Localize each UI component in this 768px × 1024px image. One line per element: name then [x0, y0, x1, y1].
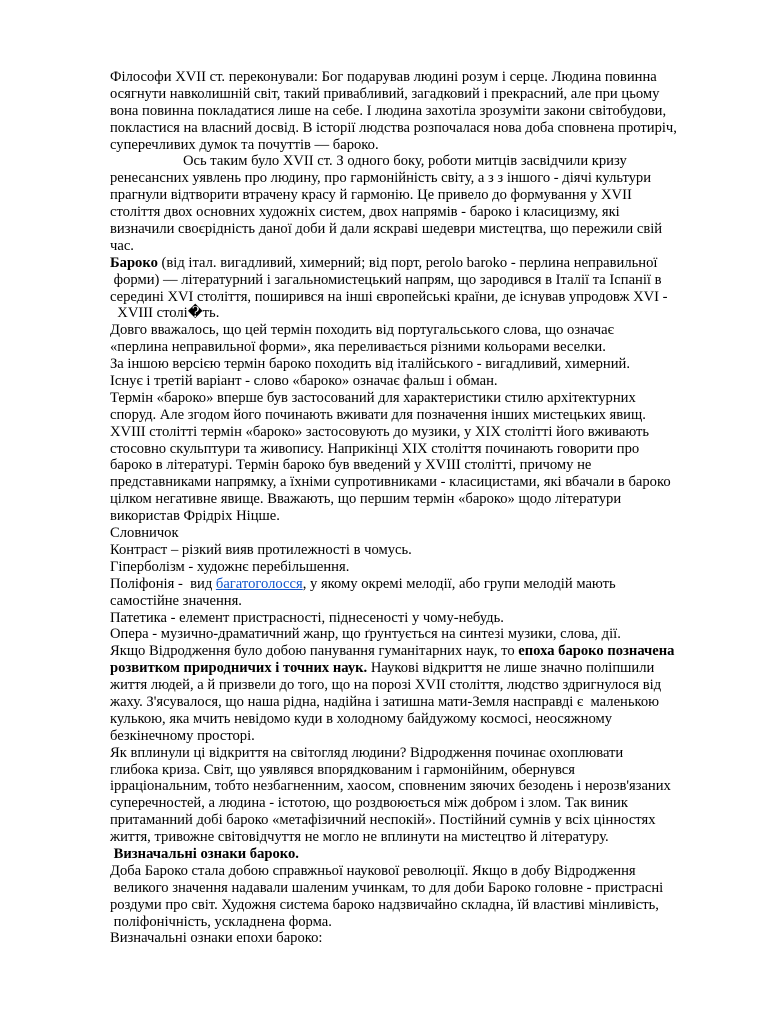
text-run: Словничок: [110, 525, 179, 542]
text-run: кулькою, яка мчить невідомо куди в холодному байдужому космосі, неосяжному: [110, 710, 613, 727]
text-line: [110, 508, 720, 525]
text-run: Поліфонія - вид: [110, 575, 216, 592]
text-run: форми) — літературний і загальномистецький напрям, що зародився в Італії та Іспанії в: [110, 271, 662, 288]
text-run: безкінечному просторі.: [110, 727, 255, 744]
text-line: [110, 795, 720, 812]
text-run: XVIII столі�ть.: [110, 305, 220, 322]
text-run: Існує і третій варіант - слово «бароко» означає фальш і обман.: [110, 373, 498, 390]
text-run: Доба Бароко стала добою справжньої наукової революції. Якщо в добу Відродження: [110, 862, 636, 879]
text-run: прагнули відтворити втрачену красу й гармонію. Це привело до формування у XVII: [110, 187, 632, 204]
hyperlink[interactable]: багатоголосся: [215, 575, 303, 592]
text-run: За іншою версією термін бароко походить від італійського - вигадливий, химерний.: [110, 356, 630, 373]
text-line: [110, 339, 720, 356]
text-run: самостійне значення.: [110, 592, 242, 609]
text-line: [110, 120, 720, 137]
text-run: стосовно скульптури та живопису. Наприкінці XIX століття починають говорити про: [110, 440, 640, 457]
text-run: «перлина неправильної форми», яка переливається різними кольорами веселки.: [110, 339, 606, 356]
text-run: Наукові відкриття не лише значно поліпшили: [367, 660, 655, 677]
document-body: [110, 69, 720, 947]
text-run: , у якому окремі мелодії, або групи мелодій мають: [302, 575, 616, 592]
text-line: [110, 542, 720, 559]
text-line: [110, 86, 720, 103]
bold-text: Бароко: [110, 254, 158, 271]
bold-text: розвитком природничих і точних наук.: [110, 660, 368, 677]
text-run: суперечностей, а людина - істотою, що роздвоюється між добром і злом. Так виник: [110, 795, 628, 812]
text-run: Патетика - елемент пристрасності, піднесеності у чому-небудь.: [110, 609, 504, 626]
text-line: [110, 407, 720, 424]
text-line: [110, 238, 720, 255]
text-run: використав Фрідріх Ніцше.: [110, 508, 280, 525]
text-run: суперечливих думок та почуттів — бароко.: [110, 136, 379, 153]
text-line: [110, 255, 720, 272]
text-line: [110, 610, 720, 627]
text-line: [110, 272, 720, 289]
text-run: споруд. Але згодом його починають вживати для позначення інших мистецьких явищ.: [110, 406, 646, 423]
text-line: [110, 390, 720, 407]
text-line: [110, 441, 720, 458]
text-line: [110, 930, 720, 947]
text-line: [110, 356, 720, 373]
text-run: Ось таким було XVII ст. З одного боку, роботи митців засвідчили кризу: [110, 153, 627, 170]
text-run: поліфонічність, ускладнена форма.: [110, 913, 332, 930]
text-run: Філософи XVII ст. переконували: Бог подарував людині розум і серце. Людина повинна: [110, 69, 657, 85]
text-line: [110, 660, 720, 677]
text-run: середині XVI століття, поширився на інші європейські країни, де існував упродовж XVI -: [110, 288, 668, 305]
text-run: бароко в літературі. Термін бароко був введений у XVIII столітті, причому не: [110, 457, 592, 474]
text-run: представниками напрямку, а їхніми супротивниками - класицистами, які вбачали в бароко: [110, 474, 671, 491]
text-line: [110, 914, 720, 931]
text-run: час.: [110, 237, 134, 254]
text-run: Контраст – різкий вияв протилежності в чомусь.: [110, 541, 412, 558]
text-line: [110, 69, 720, 86]
text-line: [110, 204, 720, 221]
text-line: [110, 137, 720, 154]
text-run: Опера - музично-драматичний жанр, що ґрунтується на синтезі музики, слова, дії.: [110, 626, 621, 643]
text-line: [110, 762, 720, 779]
text-line: [110, 474, 720, 491]
text-line: [110, 457, 720, 474]
text-line: [110, 187, 720, 204]
text-run: вона повинна покладатися лише на себе. І людина захотіла зрозуміти закони світобудови,: [110, 102, 667, 119]
text-run: глибока криза. Світ, що уявлявся впорядкованим і гармонійним, обернувся: [110, 761, 575, 778]
text-run: століття двох основних художніх систем, двох напрямів - бароко і класицизму, які: [110, 204, 620, 221]
text-line: [110, 170, 720, 187]
text-line: [110, 322, 720, 339]
text-run: Термін «бароко» вперше був застосований для характеристики стилю архітектурних: [110, 389, 636, 406]
text-line: [110, 880, 720, 897]
text-run: Визначальні ознаки епохи бароко:: [110, 930, 323, 947]
text-run: Довго вважалось, що цей термін походить від португальського слова, що означає: [110, 322, 614, 339]
text-line: [110, 525, 720, 542]
text-line: [110, 812, 720, 829]
text-line: [110, 153, 720, 170]
text-line: [110, 289, 720, 306]
text-run: ренесансних уявлень про людину, про гармонійність світу, а з з іншого - діячі культури: [110, 170, 652, 187]
text-line: [110, 593, 720, 610]
text-line: [110, 305, 720, 322]
text-run: ірраціональним, тобто незбагненним, хаосом, сповненим зяючих безодень і нерозв'язаних: [110, 778, 671, 795]
text-run: притаманний добі бароко «метафізичний неспокій». Постійний сумнів у всіх цінностях: [110, 812, 656, 829]
text-run: Якщо Відродження було добою панування гуманітарних наук, то: [110, 643, 519, 660]
text-line: [110, 626, 720, 643]
text-line: [110, 103, 720, 120]
text-line: [110, 643, 720, 660]
text-line: [110, 745, 720, 762]
text-run: роздуми про світ. Художня система бароко надзвичайно складна, їй властиві мінливість,: [110, 896, 659, 913]
text-run: покластися на власний досвід. В історії людства розпочалася нова доба сповнена протиріч,: [110, 119, 677, 136]
text-line: [110, 694, 720, 711]
text-line: [110, 846, 720, 863]
text-line: [110, 373, 720, 390]
text-run: цілком негативне явище. Вважають, що першим термін «бароко» щодо літератури: [110, 491, 622, 508]
text-run: жаху. З'ясувалося, що наша рідна, надійна і затишна мати-Земля насправді є маленькою: [110, 693, 660, 710]
text-line: [110, 778, 720, 795]
text-line: [110, 897, 720, 914]
text-run: XVIII столітті термін «бароко» застосовують до музики, у XIX столітті його вживають: [110, 423, 650, 440]
text-run: Як вплинули ці відкриття на світогляд людини? Відродження починає охоплювати: [110, 744, 624, 761]
text-line: [110, 424, 720, 441]
text-line: [110, 728, 720, 745]
text-run: осягнути навколишній світ, такий привабливий, загадковий і прекрасний, але при цьому: [110, 85, 660, 102]
text-run: (від італ. вигадливий, химерний; від порт, perolo baroko - перлина неправильної: [157, 254, 658, 271]
text-line: [110, 576, 720, 593]
text-line: [110, 711, 720, 728]
bold-text: епоха бароко позначена: [518, 643, 675, 660]
text-line: [110, 829, 720, 846]
bold-text: Визначальні ознаки бароко.: [110, 845, 299, 862]
text-line: [110, 677, 720, 694]
text-run: життя людей, а й призвели до того, що на порозі XVII століття, людство здригнулося від: [110, 677, 662, 694]
text-run: визначили своєрідність даної доби й дали яскраві шедеври мистецтва, що пережили свій: [110, 221, 663, 238]
text-line: [110, 863, 720, 880]
text-line: [110, 559, 720, 576]
text-line: [110, 221, 720, 238]
text-line: [110, 491, 720, 508]
text-run: життя, тривожне світовідчуття не могло не вплинути на мистецтво й літературу.: [110, 829, 609, 846]
text-run: великого значення надавали шаленим учинкам, то для доби Бароко головне - пристрасні: [110, 879, 664, 896]
text-run: Гіперболізм - художнє перебільшення.: [110, 558, 350, 575]
